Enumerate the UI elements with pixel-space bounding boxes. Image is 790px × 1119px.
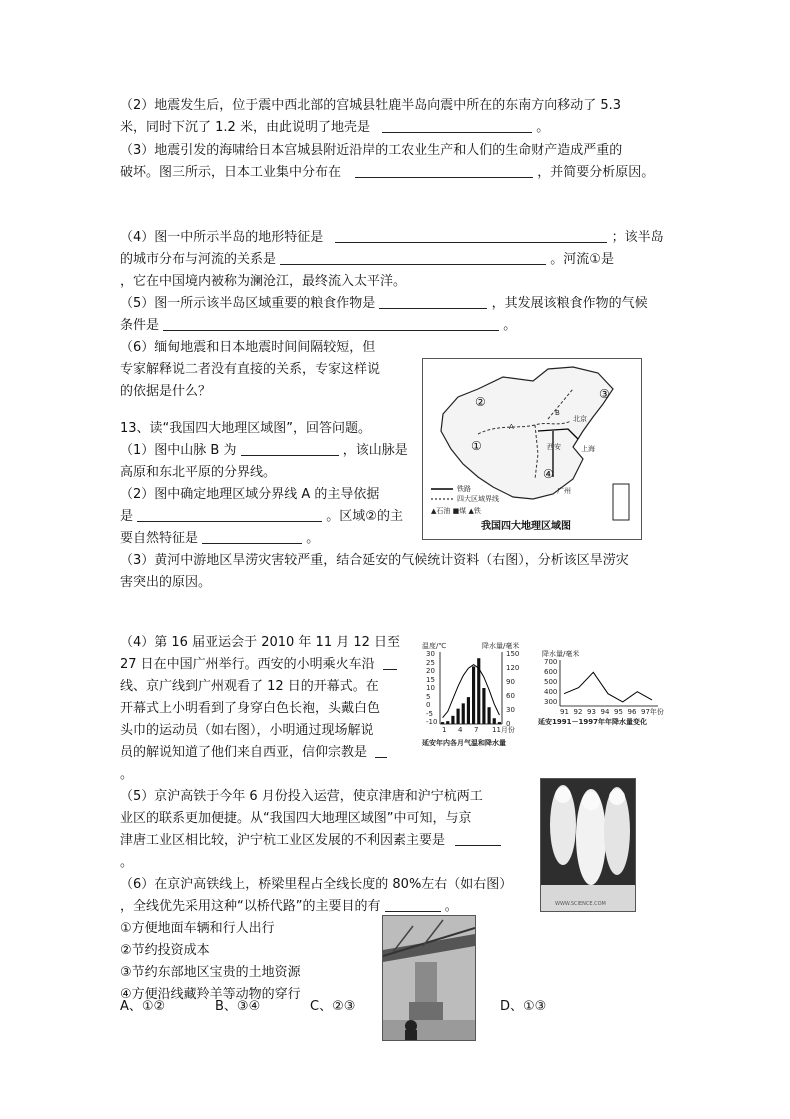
annual-precip-chart	[538, 648, 662, 732]
label-beijing: 北京	[573, 415, 587, 423]
map-caption: 我国四大地理区域图	[481, 521, 571, 532]
q13-p4-line6: 员的解说知道了他们来自西亚，信仰宗教是	[120, 742, 387, 764]
q12-p6-line2: 专家解释说二者没有直接的关系，专家这样说	[120, 362, 381, 377]
temp-tick-label: -5	[426, 709, 433, 718]
temp-tick-label: 5	[426, 692, 431, 701]
q13-p2-line1: （2）图中确定地理区域分界线 A 的主导依据	[120, 487, 380, 502]
temperature-curve	[443, 665, 500, 718]
q12-p4-line3: ，它在中国境内被称为澜沧江，最终流入太平洋。	[120, 274, 407, 289]
annual-axis-label: 降水量/毫米	[542, 650, 580, 658]
precip-tick-label: 150	[506, 650, 520, 658]
q12-p5-line1: （5）图一所示该半岛区域重要的粮食作物是 ，其发展该粮食作物的气候	[120, 296, 648, 311]
temp-tick-label: 20	[426, 667, 435, 675]
q13-p2-line2: 是 。区域②的主	[120, 509, 403, 524]
annual-x-tick-label: 97年份	[641, 708, 664, 716]
q13-p5-line4: 。	[120, 855, 134, 870]
answer-blank[interactable]	[335, 228, 607, 243]
answer-blank[interactable]	[383, 655, 397, 670]
precip-bar	[462, 703, 465, 724]
q12-p6-line1: （6）缅甸地震和日本地震时间间隔较短，但	[120, 340, 376, 355]
precip-bar	[493, 718, 496, 724]
climate-chart-svg	[418, 642, 538, 752]
choice-d[interactable]: D、①③	[500, 999, 547, 1014]
q13-p1-line1: （1）图中山脉 B 为 ，该山脉是	[120, 443, 408, 458]
q12-p3-line2: 破坏。图三所示，日本工业集中分布在 ，并简要分析原因。	[120, 165, 655, 180]
q12-p2-line2: 米，同时下沉了 1.2 米，由此说明了地壳是 。	[120, 120, 550, 135]
annual-y-tick-label: 300	[544, 698, 558, 706]
temp-tick-label: 15	[426, 675, 435, 684]
q12-p2-line1: （2）地震发生后，位于震中西北部的宫城县牡鹿半岛向震中所在的东南方向移动了 5.3	[120, 98, 622, 113]
precip-bar	[441, 722, 444, 724]
q13-p3-line1: （3）黄河中游地区旱涝灾害较严重，结合延安的气候统计资料（右图），分析该区旱涝灾	[120, 553, 629, 568]
legend-boundary-label: 四大区域界线	[457, 495, 499, 503]
temp-tick-label: 10	[426, 684, 435, 692]
precip-bar	[488, 707, 491, 724]
answer-blank[interactable]	[375, 743, 387, 758]
q13-p4-line3: 线、京广线到广州观看了 12 日的开幕式。在	[120, 679, 379, 694]
q13-p4-line4: 开幕式上小明看到了身穿白色长袍，头戴白色	[120, 701, 381, 716]
precip-bar	[451, 716, 454, 724]
option-4: ④方便沿线藏羚羊等动物的穿行	[120, 987, 301, 1002]
region-label-2: ②	[475, 395, 486, 409]
answer-blank[interactable]	[382, 118, 532, 133]
annual-x-tick-label: 91	[560, 708, 569, 716]
month-tick-label: 4	[458, 726, 463, 734]
q13-p1-line2: 高原和东北平原的分界线。	[120, 465, 277, 480]
q12-p4-line1: （4）图一中所示半岛的地形特征是 ；该半岛	[120, 230, 664, 245]
month-tick-label: 11月份	[492, 726, 515, 734]
precip-bar	[467, 697, 470, 724]
annual-y-tick-label: 500	[544, 678, 558, 686]
q13-p6-line1: （6）在京沪高铁线上，桥梁里程占全线长度的 80%左右（如右图）	[120, 877, 513, 892]
answer-blank[interactable]	[455, 831, 501, 846]
precip-bar	[498, 722, 501, 724]
option-3: ③节约东部地区宝贵的土地资源	[120, 965, 301, 980]
precip-bar	[482, 688, 485, 724]
region-label-1: ①	[471, 439, 482, 453]
q12-p5-line2: 条件是 。	[120, 318, 517, 333]
answer-blank[interactable]	[379, 294, 487, 309]
month-tick-label: 1	[442, 726, 447, 734]
q12-p3-line1: （3）地震引发的海啸给日本宫城县附近沿岸的工农业生产和人们的生命财产造成严重的	[120, 143, 623, 158]
precip-bar	[472, 666, 475, 724]
answer-blank[interactable]	[163, 316, 499, 331]
temp-tick-label: 30	[426, 650, 435, 658]
q12-p4-line2: 的城市分布与河流的关系是 。河流①是	[120, 252, 614, 267]
temp-tick-label: 0	[426, 701, 431, 709]
climate-caption: 延安年内各月气温和降水量	[422, 739, 506, 747]
temp-tick-label: -10	[426, 718, 438, 726]
bridge-photo-drawing	[383, 916, 475, 1040]
choice-b[interactable]: B、③④	[215, 999, 261, 1014]
china-regions-map	[422, 358, 642, 540]
annual-y-tick-label: 700	[544, 658, 558, 666]
precip-tick-label: 120	[506, 664, 520, 672]
photo-watermark: WWW.SCIENCE.COM	[555, 901, 606, 907]
annual-precip-line	[564, 672, 652, 702]
label-xian: 西安	[547, 443, 561, 451]
temp-tick-label: 25	[426, 658, 435, 667]
option-2: ②节约投资成本	[120, 943, 210, 958]
answer-blank[interactable]	[137, 507, 322, 522]
precip-tick-label: 60	[506, 692, 515, 700]
region-label-3: ③	[599, 387, 610, 401]
q12-p6-line3: 的依据是什么？	[120, 384, 212, 399]
athletes-photo	[540, 778, 636, 912]
answer-blank[interactable]	[280, 250, 546, 265]
q13-title: 13、读“我国四大地理区域图”，回答问题。	[120, 421, 372, 436]
q13-p5-line1: （5）京沪高铁于今年 6 月份投入运营，使京津唐和沪宁杭两工	[120, 789, 483, 804]
china-outline	[441, 367, 613, 499]
choice-a[interactable]: A、①②	[120, 999, 166, 1014]
annual-x-tick-label: 94	[600, 708, 610, 716]
q13-p5-line3: 津唐工业区相比较，沪宁杭工业区发展的不利因素主要是	[120, 830, 501, 852]
annual-y-tick-label: 600	[544, 668, 558, 676]
q13-p6-line2: ，全线优先采用这种“以桥代路”的主要目的有 。	[120, 899, 458, 914]
annual-y-tick-label: 400	[544, 688, 558, 696]
precip-axis-label: 降水量/毫米	[482, 642, 520, 650]
yanan-climate-chart	[418, 642, 538, 752]
q13-p2-line3: 要自然特征是 。	[120, 531, 320, 546]
legend-rail-label: 铁路	[457, 485, 471, 493]
annual-x-tick-label: 95	[614, 708, 623, 716]
month-tick-label: 7	[474, 726, 479, 734]
legend-minerals: ▲石油 ■煤 ▲铁	[431, 507, 481, 515]
q13-p3-line2: 害突出的原因。	[120, 575, 212, 590]
choice-c[interactable]: C、②③	[310, 999, 356, 1014]
bridge-photo	[382, 915, 476, 1041]
label-a: A	[509, 423, 514, 431]
precip-bar	[457, 709, 460, 724]
label-shanghai: 上海	[581, 445, 595, 453]
annual-x-tick-label: 96	[627, 708, 637, 716]
answer-blank[interactable]	[385, 897, 441, 912]
precip-tick-label: 0	[506, 720, 511, 728]
q13-p4-line1: （4）第 16 届亚运会于 2010 年 11 月 12 日至	[120, 635, 401, 650]
answer-blank[interactable]	[355, 163, 533, 178]
precip-bar	[446, 721, 449, 724]
precip-tick-label: 90	[506, 678, 515, 686]
q13-p4-line5: 头巾的运动员（如右图），小明通过现场解说	[120, 723, 374, 738]
label-b: B	[555, 409, 560, 417]
temp-axis-label: 温度/℃	[422, 642, 447, 650]
annual-x-tick-label: 92	[573, 708, 583, 716]
label-guangzhou: 广州	[557, 487, 571, 495]
precip-tick-label: 30	[506, 706, 515, 714]
answer-blank[interactable]	[202, 529, 302, 544]
q13-p5-line2: 业区的联系更加便捷。从“我国四大地理区域图”中可知，与京	[120, 811, 472, 826]
q13-p4-line2: 27 日在中国广州举行。西安的小明乘火车沿	[120, 654, 397, 676]
south-sea-inset	[613, 484, 629, 520]
answer-blank[interactable]	[241, 441, 339, 456]
q13-p4-line7: 。	[120, 767, 134, 782]
annual-x-tick-label: 93	[587, 708, 596, 716]
athletes-photo-drawing	[541, 779, 635, 911]
region-label-4: ④	[543, 467, 554, 481]
option-1: ①方便地面车辆和行人出行	[120, 921, 275, 936]
annual-caption: 延安1991－1997年年降水量变化	[538, 718, 647, 726]
